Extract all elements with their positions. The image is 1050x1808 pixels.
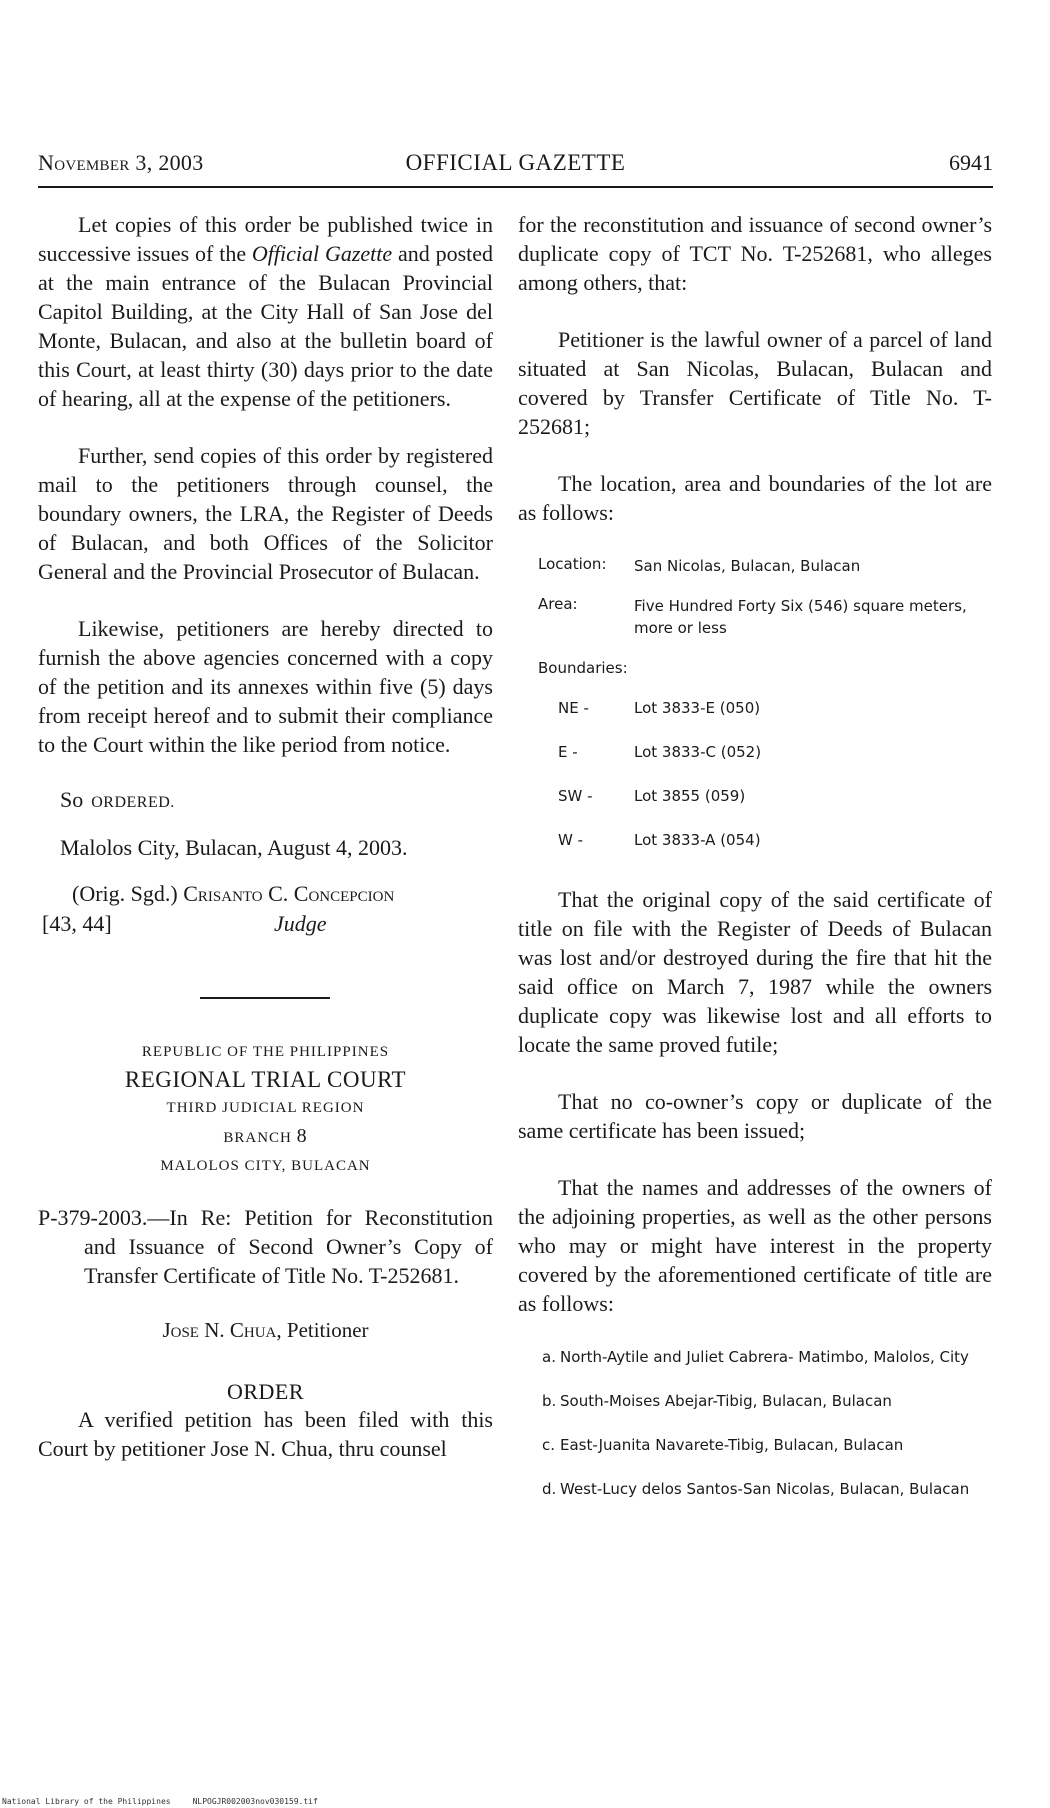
petitioner-name: Jose N. Chua	[162, 1318, 277, 1342]
directive-paragraph: Likewise, petitioners are hereby directed to furnish the above agencies concerned with a copy of the petition and its annexes within five (5) days from receipt hereof and to submit their compliance to the Court within the like period from notice.	[38, 616, 493, 757]
continuation-paragraph: for the reconstitution and issuance of second owner’s duplicate copy of TCT No. T-252681, who alleges among others, that:	[518, 212, 992, 295]
list-item: a. North-Aytile and Juliet Cabrera- Matimbo, Malolos, City	[542, 1348, 969, 1366]
boundary-row: NE - Lot 3833-E (050)	[558, 699, 761, 717]
header-date: November 3, 2003	[38, 150, 204, 175]
lot-intro-paragraph: The location, area and boundaries of the lot are as follows:	[518, 471, 992, 525]
mailing-paragraph: Further, send copies of this order by registered mail to the petitioners through counsel, the boundary owners, the LRA, the Register of Deeds of Bulacan, and both Offices of the Solicitor General and the Provincial Prosecutor of Bulacan.	[38, 443, 493, 584]
judge-name: Crisanto C. Concepcion	[183, 881, 395, 906]
scan-footer	[2, 1797, 318, 1806]
branch-line: BRANCH 8	[223, 1125, 308, 1147]
order-heading: ORDER	[226, 1379, 305, 1404]
gazette-name: Official Gazette	[251, 241, 393, 266]
section-divider	[200, 997, 330, 999]
case-title: P-379-2003.—In Re: Petition for Reconstitution and Issuance of Second Owner’s Copy of Transfer Certificate of Title No. T-252681.	[38, 1205, 493, 1288]
file-name: NLPOGJR002003nov030159.tif	[192, 1797, 318, 1806]
judge-title: Judge	[274, 911, 327, 936]
area-row: Area: Five Hundred Forty Six (546) square meters, more or less	[538, 595, 967, 637]
publication-paragraph: Let copies of this order be published twice in successive issues of the Official Gazette and posted at the main entrance of the Bulacan Provincial Capitol Building, at the City Hall of San Jose del Monte, Bulacan, and also at the bulletin board of this Court, at least thirty (30) days prior to the date of hearing, all at the expense of the petitioners.	[38, 212, 494, 411]
no-copy-paragraph: That no co-owner’s copy or duplicate of the same certificate has been issued;	[518, 1089, 992, 1143]
boundary-row: W - Lot 3833-A (054)	[558, 831, 761, 849]
loss-paragraph: That the original copy of the said certificate of title on file with the Register of Deeds of Bulacan was lost and/or destroyed during the fire that hit the said office on March 7, 1987 while the owners duplicate copy was likewise lost and all efforts to locate the same proved futile;	[518, 887, 992, 1057]
ownership-paragraph: Petitioner is the lawful owner of a parcel of land situated at San Nicolas, Bulacan, Bulacan and covered by Transfer Certificate of Title No. T-252681;	[518, 327, 992, 439]
republic-line: REPUBLIC OF THE PHILIPPINES	[141, 1044, 390, 1060]
boundary-row: E - Lot 3833-C (052)	[558, 743, 762, 761]
order-body: A verified petition has been filed with this Court by petitioner Jose N. Chua, thru counsel	[38, 1407, 493, 1461]
so-ordered: So ORDERED.	[60, 787, 175, 812]
header-page-number: 6941	[949, 150, 993, 175]
court-heading	[38, 1039, 493, 1179]
adjoining-owners-paragraph: That the names and addresses of the owners of the adjoining properties, as well as the other persons who may or might have interest in the property covered by the aforementioned certificate of title are as follows:	[518, 1175, 992, 1316]
location-row: Location: San Nicolas, Bulacan, Bulacan	[538, 555, 861, 575]
list-item: b. South-Moises Abejar-Tibig, Bulacan, Bulacan	[542, 1392, 892, 1410]
judicial-region: THIRD JUDICIAL REGION	[166, 1100, 365, 1116]
order-date: Malolos City, Bulacan, August 4, 2003.	[60, 835, 408, 860]
boundary-row: SW - Lot 3855 (059)	[558, 787, 746, 805]
lot-details	[518, 555, 992, 875]
signature-block	[38, 879, 493, 939]
left-column	[38, 210, 493, 1491]
list-item: d. West-Lucy delos Santos-San Nicolas, Bulacan, Bulacan	[542, 1480, 970, 1498]
court-city: MALOLOS CITY, BULACAN	[160, 1158, 371, 1174]
reference-numbers: [43, 44]	[42, 911, 112, 936]
adjoining-owners-list	[518, 1346, 992, 1500]
boundaries-label: Boundaries:	[538, 659, 628, 677]
petitioner-line: Jose N. Chua, Petitioner	[162, 1318, 369, 1342]
library-name: National Library of the Philippines	[2, 1797, 171, 1806]
right-column	[518, 210, 992, 1522]
page-header	[38, 150, 993, 188]
signed-note: (Orig. Sgd.)	[72, 881, 178, 906]
court-name: REGIONAL TRIAL COURT	[124, 1067, 407, 1092]
list-item: c. East-Juanita Navarete-Tibig, Bulacan, Bulacan	[542, 1436, 904, 1454]
header-title: OFFICIAL GAZETTE	[405, 150, 626, 175]
